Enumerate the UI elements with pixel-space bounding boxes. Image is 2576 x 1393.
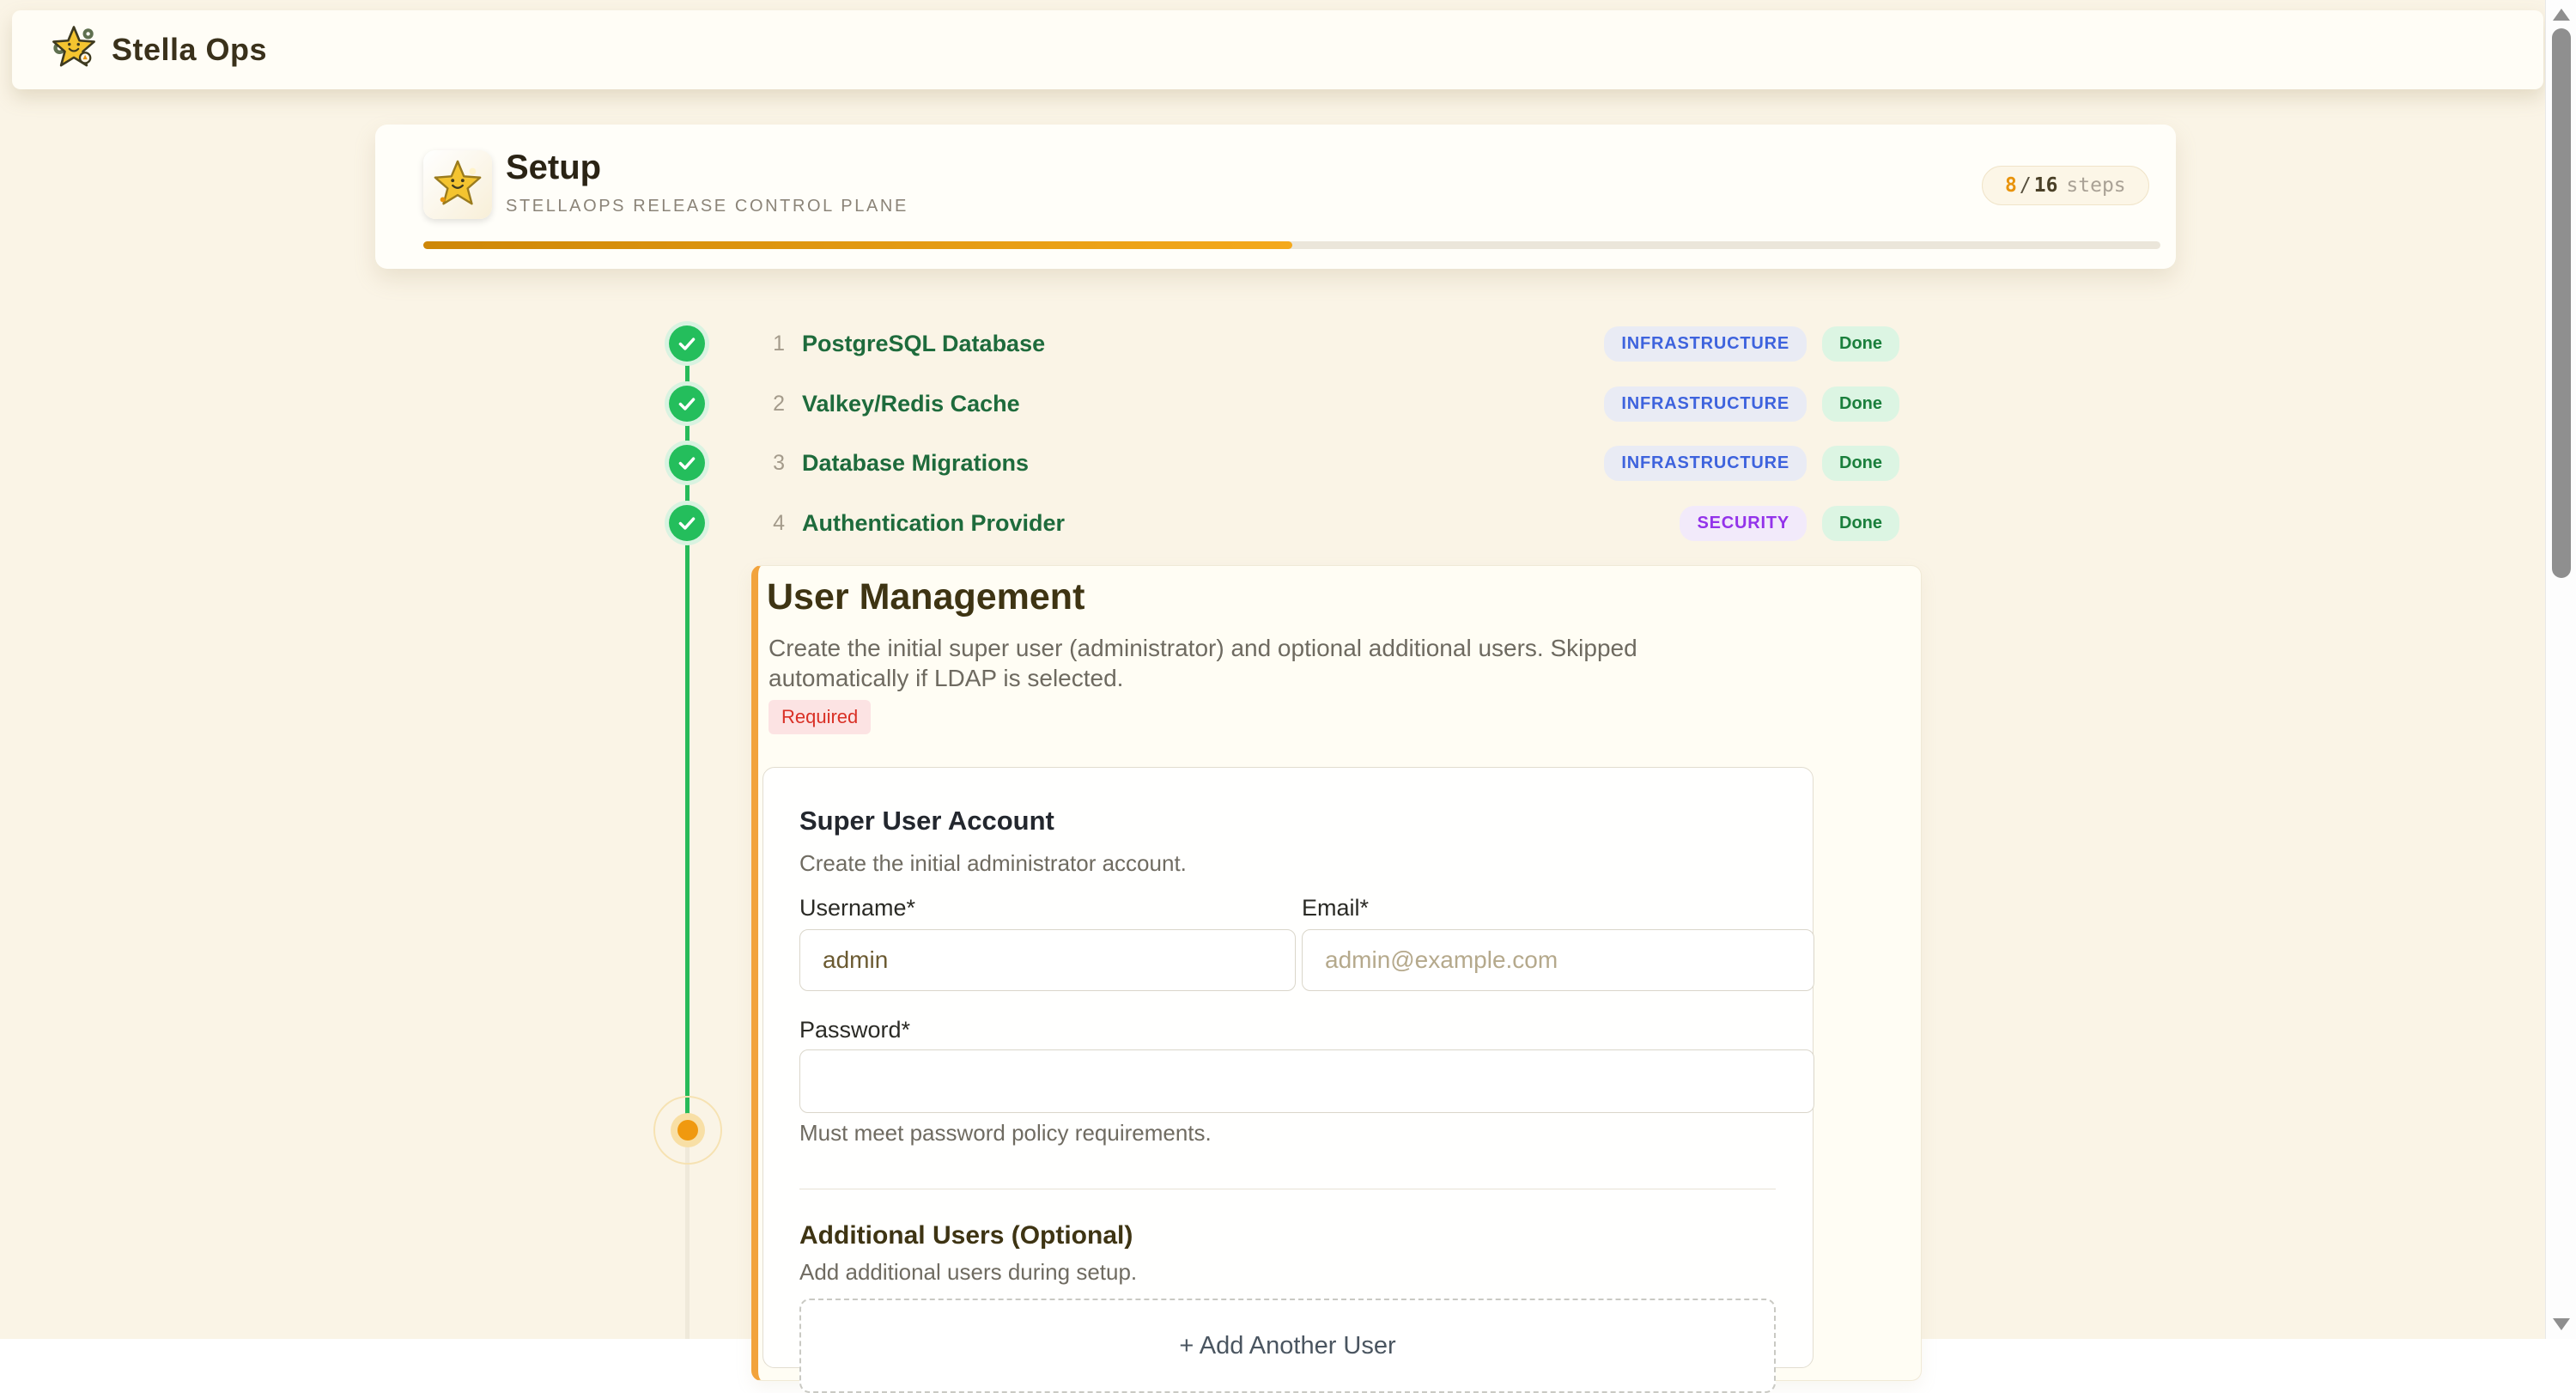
required-badge: Required <box>769 700 871 734</box>
status-badge: Done <box>1822 326 1899 362</box>
progress-fill <box>423 241 1292 249</box>
setup-progress-bar <box>423 241 2160 249</box>
user-management-section <box>751 565 1922 1381</box>
step-3-check-icon <box>665 441 709 485</box>
scroll-down-icon[interactable] <box>2553 1318 2570 1330</box>
scrollbar[interactable] <box>2545 0 2576 1339</box>
brand-title: Stella Ops <box>112 32 268 67</box>
step-row-valkey-redis[interactable] <box>756 385 1899 423</box>
password-label: Password* <box>799 1017 911 1043</box>
setup-logo-icon <box>423 150 492 219</box>
category-badge: INFRASTRUCTURE <box>1604 326 1807 362</box>
steps-done-count: 8 <box>2005 174 2017 197</box>
super-user-card <box>762 767 1814 1368</box>
steps-counter-badge <box>1982 166 2149 205</box>
step-row-database-migrations[interactable] <box>756 444 1899 482</box>
step-title: Database Migrations <box>802 449 1030 476</box>
section-title: User Management <box>767 576 1085 617</box>
category-badge: INFRASTRUCTURE <box>1604 386 1807 422</box>
additional-users-subheading: Add additional users during setup. <box>799 1259 1138 1285</box>
status-badge: Done <box>1822 506 1899 541</box>
step-title: Authentication Provider <box>802 509 1066 536</box>
step-number: 2 <box>773 391 785 416</box>
page-title: Setup <box>506 149 602 186</box>
status-badge: Done <box>1822 386 1899 422</box>
stella-star-logo-icon <box>50 24 98 76</box>
category-badge: INFRASTRUCTURE <box>1604 446 1807 481</box>
scroll-up-icon[interactable] <box>2553 9 2570 21</box>
brand-link[interactable] <box>50 24 267 76</box>
setup-header-card <box>375 125 2176 269</box>
username-field[interactable] <box>799 929 1296 991</box>
step-number: 4 <box>773 510 785 535</box>
email-label: Email* <box>1302 895 1370 921</box>
step-row-authentication-provider[interactable] <box>756 504 1899 542</box>
add-another-user-button[interactable]: + Add Another User <box>799 1299 1776 1393</box>
top-bar <box>12 10 2543 89</box>
username-label: Username* <box>799 895 916 921</box>
step-4-check-icon <box>665 501 709 545</box>
steps-label: steps <box>2066 174 2126 197</box>
step-row-postgresql[interactable] <box>756 325 1899 362</box>
section-description: Create the initial super user (administrator) and optional additional users. Skipped automatically if LDAP is selected. <box>769 635 1637 691</box>
super-user-subheading: Create the initial administrator account. <box>799 850 1187 876</box>
status-badge: Done <box>1822 446 1899 481</box>
current-step-dot <box>677 1120 698 1141</box>
steps-total-count: 16 <box>2033 174 2058 197</box>
email-field[interactable] <box>1302 929 1814 991</box>
step-number: 3 <box>773 450 785 475</box>
step-2-check-icon <box>665 381 709 426</box>
password-help-text: Must meet password policy requirements. <box>799 1120 1212 1146</box>
step-title: PostgreSQL Database <box>802 330 1046 356</box>
super-user-heading: Super User Account <box>799 806 1054 836</box>
step-1-check-icon <box>665 321 709 366</box>
page-subtitle: STELLAOPS RELEASE CONTROL PLANE <box>506 197 908 216</box>
additional-users-heading: Additional Users (Optional) <box>799 1221 1133 1250</box>
category-badge: SECURITY <box>1680 506 1807 541</box>
steps-separator: / <box>2019 174 2032 197</box>
scrollbar-thumb[interactable] <box>2552 28 2571 578</box>
timeline-pending-line <box>685 1146 690 1339</box>
password-field[interactable] <box>799 1049 1814 1113</box>
step-title: Valkey/Redis Cache <box>802 390 1020 417</box>
step-number: 1 <box>773 331 785 356</box>
